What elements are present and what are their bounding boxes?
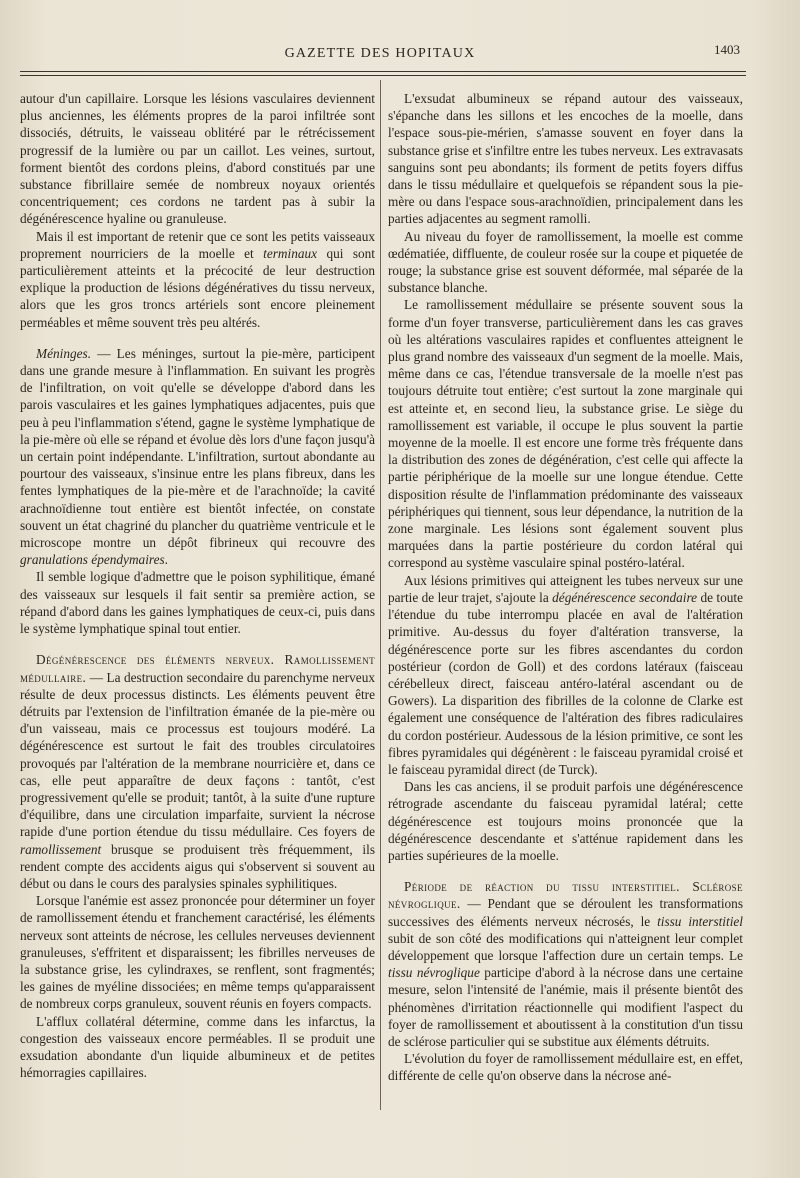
paragraph: Dans les cas anciens, il se produit parfois une dégénérescence rétrograde ascendante du faisceau pyramidal latéral; cette dégénérescence est toujours moins prononcée que la dégénérescence descendante et s'atténue rapidement dans les parties supérieures de la moelle. bbox=[388, 779, 743, 863]
header-rule-top bbox=[20, 71, 746, 72]
section-heading: Période de réaction du tissu interstitiel. Sclérose névroglique. bbox=[388, 879, 743, 912]
paragraph: Aux lésions primitives qui atteignent les tubes nerveux sur une partie de leur trajet, s'ajoute la dégénérescence secondaire de toute l'étendue du tube interrompu placée en aval de l'altération primitive. Au-dessus du foyer d'altération transverse, la dégénérescence porte sur les fibres ascendantes du cordon postérieur (cordon de Goll) et des cordons latéraux (faisceau cérébelleux direct, faisceau antéro-latéral ascendant ou de Gowers). La disparition des fibrilles de la colonne de Clarke est également une conséquence de l'altération des fibres radiculaires du cordon postérieur. Audessous de la lésion primitive, ce sont les fibres pyramidales qui dégénèrent : le faisceau pyramidal croisé et le faisceau pyramidal direct (de Turck). bbox=[388, 572, 743, 777]
header-rule-bottom bbox=[20, 75, 746, 76]
paragraph: L'afflux collatéral détermine, comme dans les infarctus, la congestion des vaisseaux encore perméables. Il se produit une exsudation abondante d'un liquide albumineux et de petites hémorragies capillaires. bbox=[20, 1013, 375, 1081]
paragraph: L'exsudat albumineux se répand autour des vaisseaux, s'épanche dans les sillons et les encoches de la moelle, dans l'espace sous-pie-mérien, s'amasse souvent en foyer dans la substance grise et s'infiltre entre les tubes nerveux. Les extravasats sanguins sont peu abondants; ils forment de petits foyers diffus dans le tissu médullaire et quelquefois se répandent sous la pie-mère ou dans l'espace sous-arachnoïdien, principalement dans les parties adjacentes au segment ramolli. bbox=[388, 91, 743, 227]
column-divider bbox=[380, 80, 381, 1110]
section-heading: Méninges. bbox=[36, 345, 92, 361]
paragraph: Il semble logique d'admettre que le poison syphilitique, émané des vaisseaux sur lesquels il fait sentir sa première action, se répand d'abord dans les gaines lymphatiques de ceux-ci, puis dans le système lymphatique spinal tout entier. bbox=[20, 569, 375, 637]
paragraph-reaction: Période de réaction du tissu interstitiel. Sclérose névroglique. — Pendant que se déroulent les transformations successives des éléments nerveux nécrosés, le tissu interstitiel subit de son côté des modifications qui n'atteignent leur complet développement que lorsque l'affection dure un certain temps. Le tissu névroglique participe d'abord à la nécrose dans une certaine mesure, selon l'intensité de l'anémie, mais il présente bientôt des phénomènes d'irritation réactionnelle qui modifient l'aspect du foyer de ramollissement et aboutissent à la constitution d'un tissu de sclérose particulier qui se substitue aux éléments détruits. bbox=[388, 879, 743, 1049]
paragraph: Mais il est important de retenir que ce sont les petits vaisseaux proprement nourriciers de la moelle et terminaux qui sont particulièrement atteints et la précocité de leur destruction explique la production de lésions dégénératives du tissu nerveux, alors que les gros troncs artériels sont encore pleinement perméables et même souvent très peu altérés. bbox=[20, 228, 375, 330]
paragraph: Lorsque l'anémie est assez prononcée pour déterminer un foyer de ramollissement étendu et franchement caractérisé, les éléments nerveux sont atteints de nécrose, les cellules nerveuses deviennent granuleuses, s'effritent et disparaissent; les fibrilles nerveuses de la substance grise, les cylindraxes, se renflent, sont fragmentés; les gaines de myéline dissociées; en même temps qu'apparaissent de nombreux corps granuleux, souvent réunis en foyers compacts. bbox=[20, 893, 375, 1012]
left-column bbox=[20, 90, 375, 1150]
section-heading: Dégénérescence des éléments nerveux. Ramollissement médullaire. bbox=[20, 652, 375, 685]
paragraph: Le ramollissement médullaire se présente souvent sous la forme d'un foyer transverse, particulièrement dans les cas graves où les altérations vasculaires rapides et confluentes atteignent le plus grand nombre des vaisseaux d'un segment de la moelle. Mais, même dans ce cas, l'étendue transversale de la moelle n'est pas toujours détruite tout entière; c'est surtout la zone marginale qui est atteinte et, en second lieu, la substance grise. Le siège du ramollissement est variable, il occupe le plus souvent la partie moyenne de la moelle. Il est encore une forme très fréquente dans la distribution des zones de dégénération, c'est celle qui affecte la partie périphérique de la moelle sur une longue étendue. Cette disposition résulte de l'inflammation prédominante des vaisseaux périphériques qui tiennent, sous leur dépendance, la nutrition de la zone marginale. Les lésions sont également souvent plus marquées dans la partie postérieure du cordon latéral qui correspond au système vasculaire spinal postéro-latéral. bbox=[388, 297, 743, 571]
paragraph: Au niveau du foyer de ramollissement, la moelle est comme œdématiée, diffluente, de couleur rosée sur la coupe et piquetée de rouge; la substance grise est souvent déformée, mal séparée de la substance blanche. bbox=[388, 228, 743, 296]
page-number: 1403 bbox=[714, 42, 740, 57]
journal-title: GAZETTE DES HOPITAUX bbox=[284, 46, 476, 61]
right-column bbox=[388, 90, 743, 1150]
paragraph: L'évolution du foyer de ramollissement médullaire est, en effet, différente de celle qu'on observe dans la nécrose ané- bbox=[388, 1051, 743, 1084]
page-header bbox=[0, 38, 800, 68]
paragraph: autour d'un capillaire. Lorsque les lésions vasculaires deviennent plus anciennes, les éléments propres de la paroi infiltrée sont dissociés, détruits, le vaisseau oblitéré par le rétrécissement progressif de la lumière ou par un caillot. Les veines, surtout, forment bientôt des cordons pleins, d'abord constitués par une substance fibrillaire semée de nombreux noyaux orientés concentriquement; ces cordons ne tardent pas à subir la dégénérescence hyaline ou granuleuse. bbox=[20, 91, 375, 227]
paragraph-meninges: Méninges. — Les méninges, surtout la pie-mère, participent dans une grande mesure à l'inflammation. En suivant les progrès de l'infiltration, on voit qu'elle se développe d'abord dans les parois vasculaires et les gaines lymphatiques adjacentes, puis que peu à peu l'inflammation s'étend, gagne le système lymphatique de la pie-mère où elle se répand et évolue dès lors d'une façon jusqu'à un certain point indépendante. L'infiltration, surtout abondante au pourtour des vaisseaux, s'insinue entre les plans fibreux, dans les fentes lymphatiques de la pie-mère et de l'arachnoïde; la cavité arachnoïdienne tout entière est bientôt infectée, on constate souvent un état chagriné du plancher du quatrième ventricule et le microscope montre un dépôt fibrineux qui recouvre des granulations épendymaires. bbox=[20, 345, 375, 568]
paragraph-degenerescence: Dégénérescence des éléments nerveux. Ramollissement médullaire. — La destruction secondaire du parenchyme nerveux résulte de deux processus distincts. Les éléments peuvent être détruits par l'extension de l'infiltration émanée de la pie-mère ou d'un vaisseau, mais ce processus est toujours modéré. La dégénérescence est surtout le fait des troubles circulatoires provoqués par l'altération de la membrane nourricière et, dans ce cas, elle peut apparaître de deux façons : tantôt, c'est progressivement qu'elle se produit; tantôt, à la suite d'une rupture d'équilibre, dans une circulation imparfaite, survient la nécrose rapide d'une portion étendue du tissu médullaire. Ces foyers de ramollissement brusque se produisent très fréquemment, ils rendent compte des accidents aigus qui s'observent si souvent au début ou dans le cours des paralysies spinales syphilitiques. bbox=[20, 652, 375, 891]
